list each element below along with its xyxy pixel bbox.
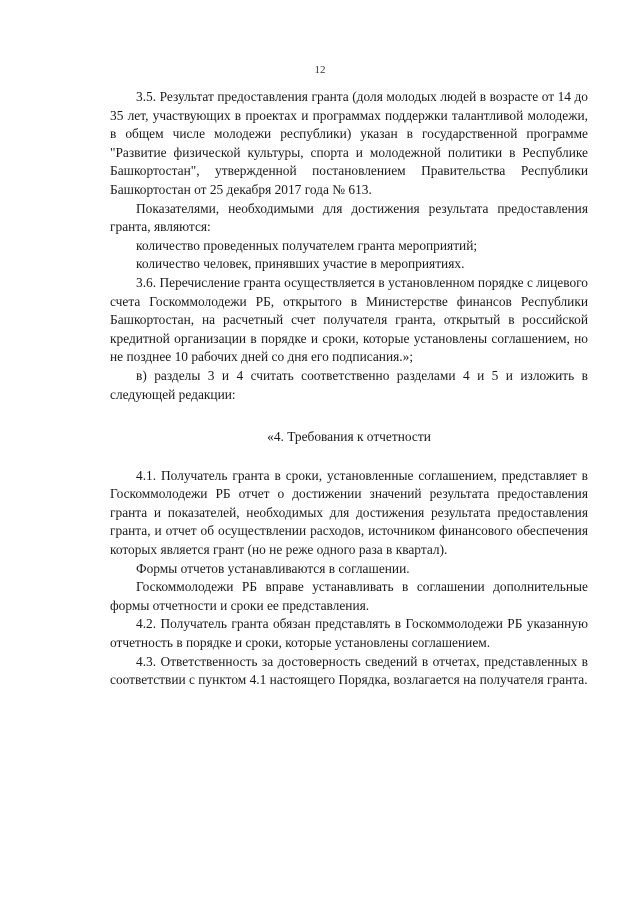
paragraph-indicator-participants: количество человек, принявших участие в мероприятиях. [136, 256, 465, 272]
paragraph-3-6: 3.6. Перечисление гранта осуществляется в установленном порядке с лицевого счета Госкоммолодежи РБ, открытого в Министерстве финансов Республики Башкортостан, на расчетный счет получателя гранта, открытый в российской кредитной организации в порядке и сроки, которые установлены соглашением, но не позднее 10 рабочих дней со дня его подписания.»; [110, 274, 588, 365]
paragraph-additional-forms: Госкоммолодежи РБ вправе устанавливать в соглашении дополнительные формы отчетности и сроки ее представления. [110, 579, 588, 613]
paragraph-item-v: в) разделы 3 и 4 считать соответственно разделами 4 и 5 и изложить в следующей редакции: [110, 367, 588, 402]
paragraph-indicators-intro: Показателями, необходимыми для достижения результата предоставления гранта, являются: [110, 200, 588, 235]
paragraph-indicator-events: количество проведенных получателем гранта мероприятий; [136, 237, 478, 253]
paragraph-3-5: 3.5. Результат предоставления гранта (доля молодых людей в возрасте от 14 до 35 лет, участвующих в проектах и программах поддержки талантливой молодежи, в общем числе молодежи республики) указан в государственной программе "Развитие физической культуры, спорта и молодежной политики в Республике Башкортостан", утвержденной постановлением Правительства Республики Башкортостан от 25 декабря 2017 года № 613. [110, 89, 588, 197]
paragraph-report-forms: Формы отчетов устанавливаются в соглашении. [136, 560, 410, 576]
paragraph-4-2: 4.2. Получатель гранта обязан представлять в Госкоммолодежи РБ указанную отчетность в порядке и сроки, которые установлены соглашением. [110, 616, 588, 651]
section-heading: «4. Требования к отчетности [267, 429, 431, 445]
paragraph-4-1: 4.1. Получатель гранта в сроки, установленные соглашением, представляет в Госкоммолодежи РБ отчет о достижении значений результата предоставления гранта и показателей, необходимых для достижения результата предоставления гранта, и отчет об осуществлении расходов, источником финансового обеспечения которых является грант (но не реже одного раза в квартал). [110, 467, 588, 558]
paragraph-4-3: 4.3. Ответственность за достоверность сведений в отчетах, представленных в соответствии с пунктом 4.1 настоящего Порядка, возлагается на получателя гранта. [110, 653, 588, 688]
page-number: 12 [314, 64, 326, 76]
document-body [110, 88, 588, 690]
